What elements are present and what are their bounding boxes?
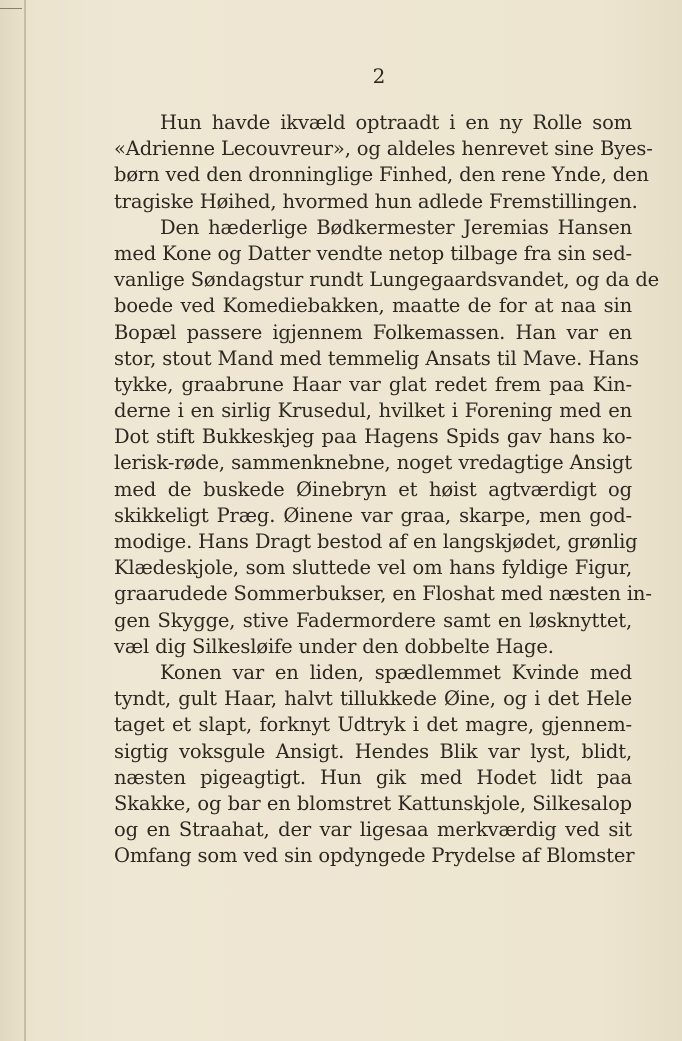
text-line: Skakke, og bar en blomstret Kattunskjole, Silkesalop (114, 791, 632, 815)
binding-gutter (24, 0, 26, 1041)
text-line: modige. Hans Dragt bestod af en langskjødet, grønlig (114, 530, 638, 553)
text-line: Klædeskjole, som sluttede vel om hans fyldige Figur, (114, 556, 632, 580)
text-line: skikkeligt Præg. Øinene var graa, skarpe, men god- (114, 503, 632, 527)
text-line: boede ved Komediebakken, maatte de for at naa sin (114, 294, 632, 318)
page-number: 2 (372, 64, 386, 88)
text-line: gen Skygge, stive Fadermordere samt en løsknyttet, (114, 608, 632, 632)
text-line: taget et slapt, forknyt Udtryk i det magre, gjennem- (114, 713, 632, 737)
corner-mark (0, 0, 22, 9)
text-line: tyndt, gult Haar, halvt tillukkede Øine, og i det Hele (114, 687, 632, 711)
text-line: børn ved den dronninglige Finhed, den rene Ynde, den (114, 163, 649, 187)
text-line: derne i en sirlig Krusedul, hvilket i Forening med en (114, 399, 632, 423)
text-line: Konen var en liden, spædlemmet Kvinde med (160, 660, 632, 684)
text-line: «Adrienne Lecouvreur», og aldeles henrevet sine Byes- (114, 137, 653, 161)
text-line: væl dig Silkesløife under den dobbelte Hage. (114, 634, 554, 658)
text-line: og en Straahat, der var ligesaa merkværdig ved sit (114, 818, 632, 842)
text-line: vanlige Søndagstur rundt Lungegaardsvandet, og da de (114, 268, 660, 292)
text-line: sigtig voksgule Ansigt. Hendes Blik var lyst, blidt, (114, 739, 632, 763)
text-line: Dot stift Bukkeskjeg paa Hagens Spids gav hans ko- (114, 425, 632, 449)
text-line: Bopæl passere igjennem Folkemassen. Han var en (114, 320, 632, 344)
text-line: Den hæderlige Bødkermester Jeremias Hansen (160, 215, 632, 239)
text-line: næsten pigeagtigt. Hun gik med Hodet lidt paa (114, 765, 632, 789)
text-line: lerisk-røde, sammenknebne, noget vredagtige Ansigt (114, 451, 632, 475)
text-line: med de buskede Øinebryn et høist agtværdigt og (114, 477, 632, 501)
text-line: tragiske Høihed, hvormed hun adlede Fremstillingen. (114, 189, 638, 213)
text-line: Hun havde ikvæld optraadt i en ny Rolle som (160, 111, 632, 134)
text-line: tykke, graabrune Haar var glat redet frem paa Kin- (114, 372, 632, 396)
body-text (114, 110, 660, 869)
text-line: stor, stout Mand med temmelig Ansats til Mave. Hans (114, 346, 639, 370)
text-line: Omfang som ved sin opdyngede Prydelse af Blomster (114, 844, 635, 868)
text-line: med Kone og Datter vendte netop tilbage fra sin sed- (114, 241, 632, 265)
text-line: graarudede Sommerbukser, en Floshat med næsten in- (114, 582, 652, 606)
